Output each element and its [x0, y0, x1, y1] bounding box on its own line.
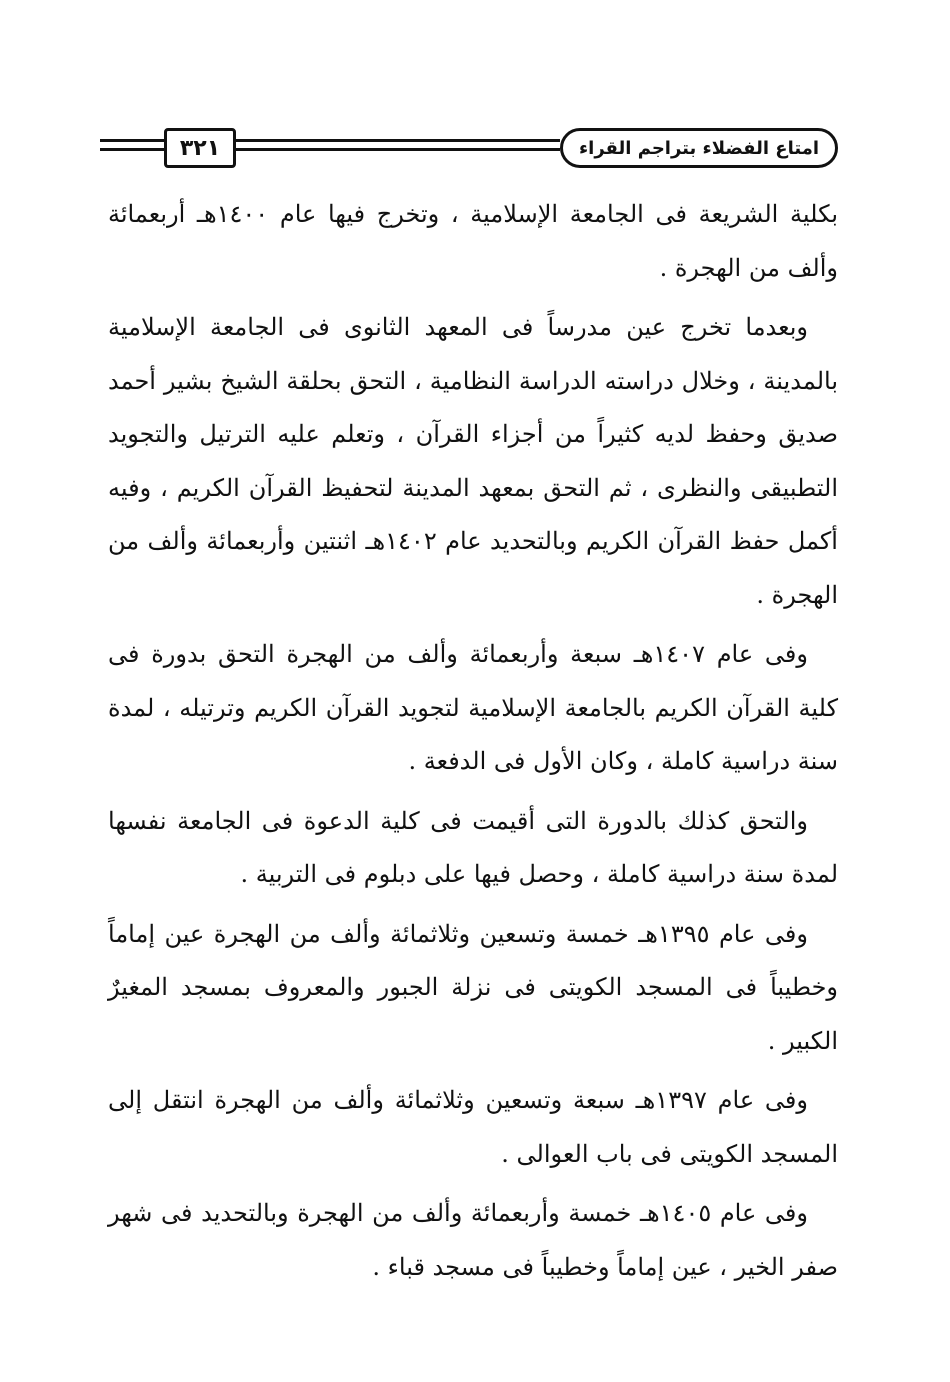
header-rule: [100, 148, 164, 151]
book-title: امتاع الفضلاء بتراجم القراء: [560, 128, 838, 168]
paragraph: وفى عام ١٣٩٥هـ خمسة وتسعين وثلاثمائة وألف من الهجرة عين إماماً وخطيباً فى المسجد الكويتى فى نزلة الجبور والمعروف بمسجد المغيرٌ الكبير .: [108, 919, 838, 1055]
page-number: ٣٢١: [164, 128, 236, 168]
body-text: [108, 188, 838, 1294]
header-rule: [236, 139, 560, 142]
paragraph: وفى عام ١٤٠٧هـ سبعة وأربعمائة وألف من الهجرة التحق بدورة فى كلية القرآن الكريم بالجامعة الإسلامية لتجويد القرآن الكريم وترتيله ، لمدة سنة دراسية كاملة ، وكان الأول فى الدفعة .: [108, 640, 838, 775]
paragraph: وفى عام ١٣٩٧هـ سبعة وتسعين وثلاثمائة وألف من الهجرة انتقل إلى المسجد الكويتى فى باب العوالى .: [108, 1086, 838, 1168]
paragraph: بكلية الشريعة فى الجامعة الإسلامية ، وتخرج فيها عام ١٤٠٠هـ أربعمائة وألف من الهجرة .: [108, 200, 838, 282]
paragraph: والتحق كذلك بالدورة التى أقيمت فى كلية الدعوة فى الجامعة نفسها لمدة سنة دراسية كاملة ، وحصل فيها على دبلوم فى التربية .: [108, 806, 838, 888]
header-rule: [236, 148, 560, 151]
paragraph: وبعدما تخرج عين مدرساً فى المعهد الثانوى فى الجامعة الإسلامية بالمدينة ، وخلال دراسته الدراسة النظامية ، التحق بحلقة الشيخ بشير أحمد صديق وحفظ لديه كثيراً من أجزاء القرآن ، وتعلم عليه الترتيل والتجويد التطبيقى والنظرى ، ثم التحق بمعهد المدينة لتحفيظ القرآن الكريم ، وفيه أكمل حفظ القرآن الكريم وبالتحديد عام ١٤٠٢هـ اثنتين وأربعمائة وألف من الهجرة .: [108, 313, 839, 609]
paragraph: وفى عام ١٤٠٥هـ خمسة وأربعمائة وألف من الهجرة وبالتحديد فى شهر صفر الخير ، عين إماماً وخطيباً فى مسجد قباء .: [108, 1199, 838, 1281]
running-header: [100, 126, 835, 166]
header-rule: [100, 139, 164, 142]
